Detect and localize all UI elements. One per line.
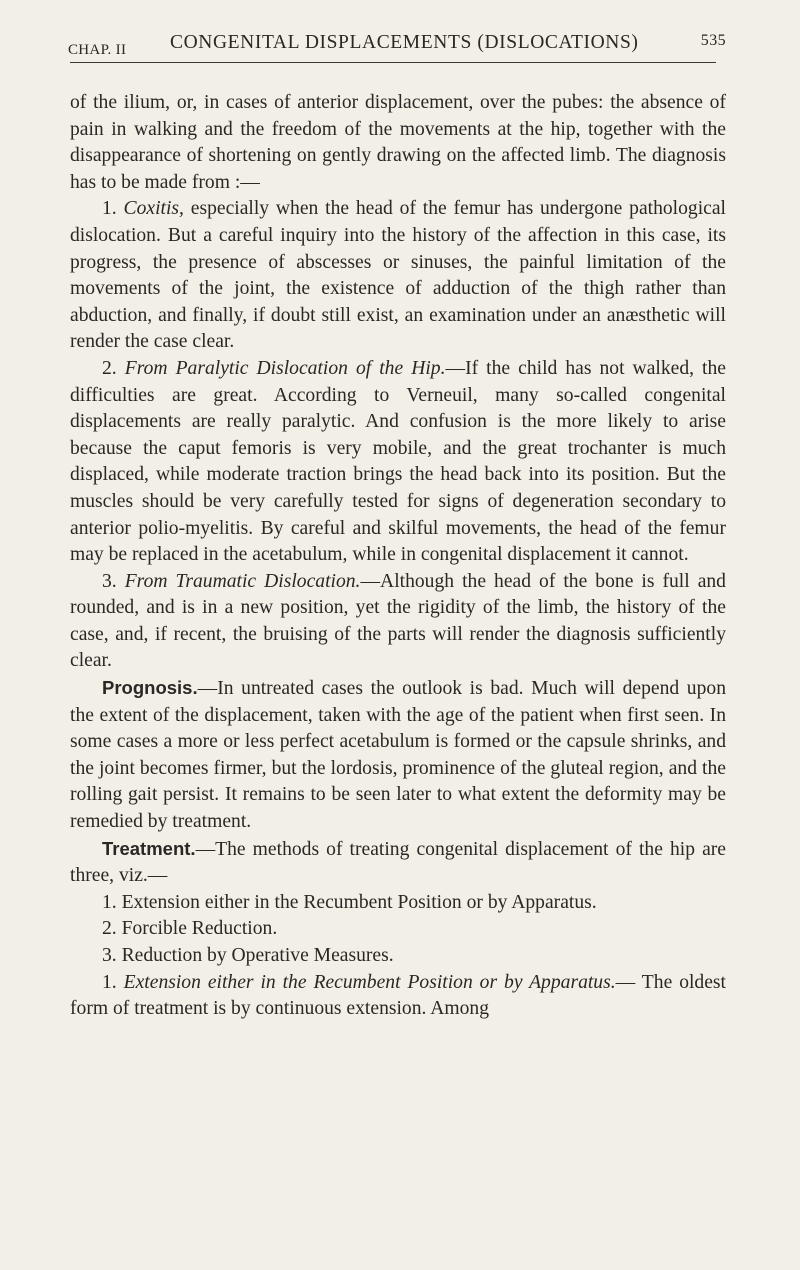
traumatic-paragraph [70,569,726,675]
extension-text: — The oldest form of treatment is by continuous extension. Among [70,971,726,1020]
coxitis-number: 1. [102,198,117,220]
traumatic-title: From Traumatic Dislocation. [124,570,361,592]
treatment-list-item-2: 2. Forcible Reduction. [102,918,278,940]
intro-paragraph [70,90,726,196]
coxitis-title: Coxitis, [123,198,184,220]
coxitis-text: especially when the head of the femur has undergone pathological dislocation. But a careful inquiry into the history of the affection in this case, its progress, the presence of abscesses or sinuses, the painful limitation of the movements of the joint, the existence of adduction of the thigh rather than abduction, and finally, if doubt still exist, an examination under an anæsthetic will render the case clear. [70,198,726,353]
extension-paragraph [70,970,726,1023]
coxitis-paragraph [70,196,726,356]
prognosis-text: —In untreated cases the outlook is bad. Much will depend upon the extent of the displacement, taken with the age of the patient when first seen. In some cases a more or less perfect acetabulum is formed or the capsule shrinks, and the joint becomes firmer, but the lordosis, prominence of the gluteal region, and the rolling gait persist. It remains to be seen later to what extent the deformity may be remedied by treatment. [70,678,726,833]
paralytic-paragraph [70,356,726,569]
paralytic-number: 2. [102,357,117,379]
traumatic-number: 3. [102,570,117,592]
chapter-title: CONGENITAL DISPLACEMENTS (DISLOCATIONS) [170,32,639,53]
chapter-label: CHAP. II [68,42,127,58]
extension-title: Extension either in the Recumbent Position or by Apparatus. [123,971,616,993]
prognosis-paragraph [70,675,726,836]
body-text [70,90,726,1023]
paralytic-title: From Paralytic Dislocation of the Hip. [124,357,446,379]
treatment-heading: Treatment. [102,837,196,859]
page-number: 535 [700,32,726,49]
intro-text: of the ilium, or, in cases of anterior displacement, over the pubes: the absence of pain in walking and the freedom of the movements at the hip, together with the disappearance of shortening on gently drawing on the affected limb. The diagnosis has to be made from :— [70,92,726,193]
extension-number: 1. [102,971,117,993]
prognosis-heading: Prognosis. [102,677,198,699]
traumatic-text: —Although the head of the bone is full and rounded, and is in a new position, yet the rigidity of the limb, the history of the case, and, if recent, the bruising of the parts will render the diagnosis sufficiently clear. [70,570,726,672]
treatment-paragraph [70,836,726,890]
treatment-list-item-3: 3. Reduction by Operative Measures. [102,945,394,966]
paralytic-text: —If the child has not walked, the difficulties are great. According to Verneuil, many so-called congenital displacements are really paralytic. And confusion is the more likely to arise because the caput femoris is very mobile, and the great trochanter is much displaced, while moderate traction brings the head back into its position. But the muscles should be very carefully tested for signs of degeneration secondary to anterior polio-myelitis. By careful and skilful movements, the head of the femur may be replaced in the acetabulum, while in congenital displacement it cannot. [70,357,726,566]
running-head [68,28,726,63]
treatment-list-item-1: 1. Extension either in the Recumbent Position or by Apparatus. [102,891,597,913]
treatment-text: —The methods of treating congenital displacement of the hip are three, viz.— [70,838,726,887]
